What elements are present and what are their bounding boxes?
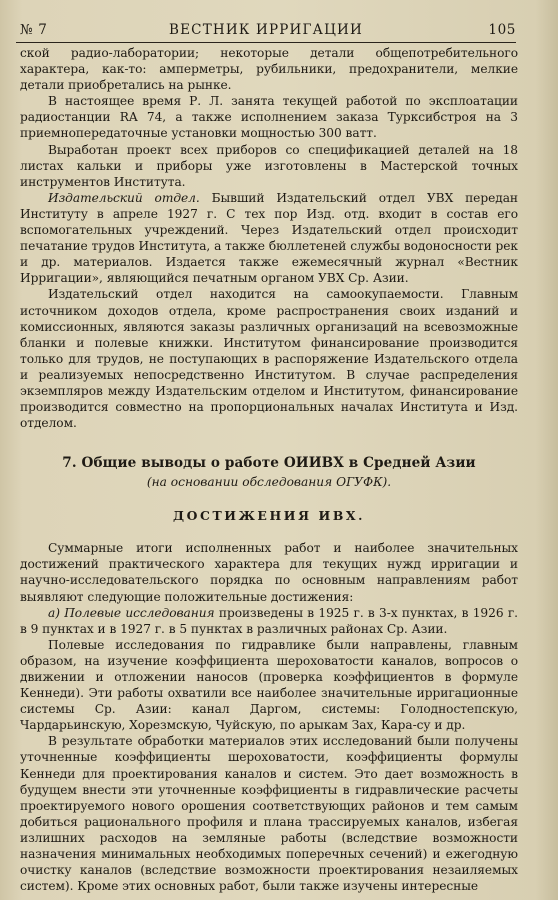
paragraph: В результате обработки материалов этих исследований были получены уточненные коэффициенты шероховатости, коэффициенты формулы Кеннеди для проектирования каналов и систем. Это дает возможность в будущем внести эти уточненные коэффициенты в гидравлические расчеты проектируемого нового орошения соответствующих районов и тем самым добиться рационального профиля и плана трассируемых каналов, избегая излишних расходов на земляные работы (вследствие возможности назначения минимальных необходимых поперечных сечений) и ежегодную очистку каналов (вследствие возможности проектирования незаиляемых систем). Кроме этих основных работ, были также изучены интересные — [20, 734, 518, 894]
paragraph: Выработан проект всех приборов со спецификацией деталей на 18 листах кальки и приборы уже изготовлены в Мастерской точных инструментов Института. — [20, 142, 518, 189]
journal-title: ВЕСТНИК ИРРИГАЦИИ — [169, 22, 363, 38]
running-header — [16, 20, 516, 43]
issue-number: № 7 — [20, 22, 48, 38]
section-subtitle: (на основании обследования ОГУФК). — [146, 475, 392, 490]
field-research-lead: а) Полевые исследования — [48, 605, 215, 620]
paragraph: ской радио-лаборатории; некоторые детали общепотребительного характера, как-то: амперметры, рубильники, предохранители, мелкие детали приобретались на рынке. — [20, 46, 518, 93]
subheading: ДОСТИЖЕНИЯ ИВХ. — [172, 508, 366, 524]
publishing-lead: Издательский отдел. — [48, 190, 200, 205]
page-number: 105 — [488, 22, 516, 38]
field-research-paragraph — [20, 605, 518, 637]
paragraph: Издательский отдел находится на самоокупаемости. Главным источником доходов отдела, кроме распространения своих изданий и комиссионных, являются заказы различных организаций на всевозможные бланки и полевые книжки. Институтом финансирование производится только для трудов, не поступающих в распоряжение Издательского отдела и реализуемых непосредственно Институтом. В случае распределения экземпляров между Издательским отделом и Институтом, финансирование производится совместно на пропорциональных началах Института и Изд. отделом. — [20, 287, 518, 431]
publishing-paragraph — [20, 190, 518, 287]
paragraph: Полевые исследования по гидравлике были направлены, главным образом, на изучение коэффициента шероховатости каналов, вопросов о движении и отложении наносов (проверка коэффициентов в формуле Кеннеди). Эти работы охватили все наиболее значительные ирригационные системы Ср. Азии: канал Даргом, системы: Голодностепскую, Чардарьинскую, Хорезмскую, Чуйскую, по арыкам Зах, Кара-су и др. — [20, 637, 518, 733]
section-title: 7. Общие выводы о работе ОИИВХ в Средней Азии — [62, 455, 476, 472]
publishing-text: Бывший Издательский отдел УВХ передан Институту в апреле 1927 г. С тех пор Изд. отд. входит в состав его вспомогательных учреждений. Через Издательский отдел происходит печатание трудов Института, а также бюллетеней службы водоносности рек и др. материалов. Издается также ежемесячный журнал «Вестник Ирригации», являющийся печатным органом УВХ Ср. Азии. — [20, 190, 519, 286]
paragraph: В настоящее время Р. Л. занята текущей работой по эксплоатации радиостанции RA 74, а также исполнением заказа Турксибстроя на 3 приемнопередаточные установки мощностью 300 ватт. — [20, 94, 518, 141]
paragraph: Суммарные итоги исполненных работ и наиболее значительных достижений практического характера для текущих нужд ирригации и научно-исследовательского порядка по основным направлениям работ выявляют следующие положительные достижения: — [20, 541, 518, 604]
field-research-text: произведены в 1925 г. в 3-х пунктах, в 1926 г. в 9 пунктах и в 1927 г. в 5 пунктах в различных районах Ср. Азии. — [20, 605, 518, 636]
article-body — [20, 45, 518, 894]
